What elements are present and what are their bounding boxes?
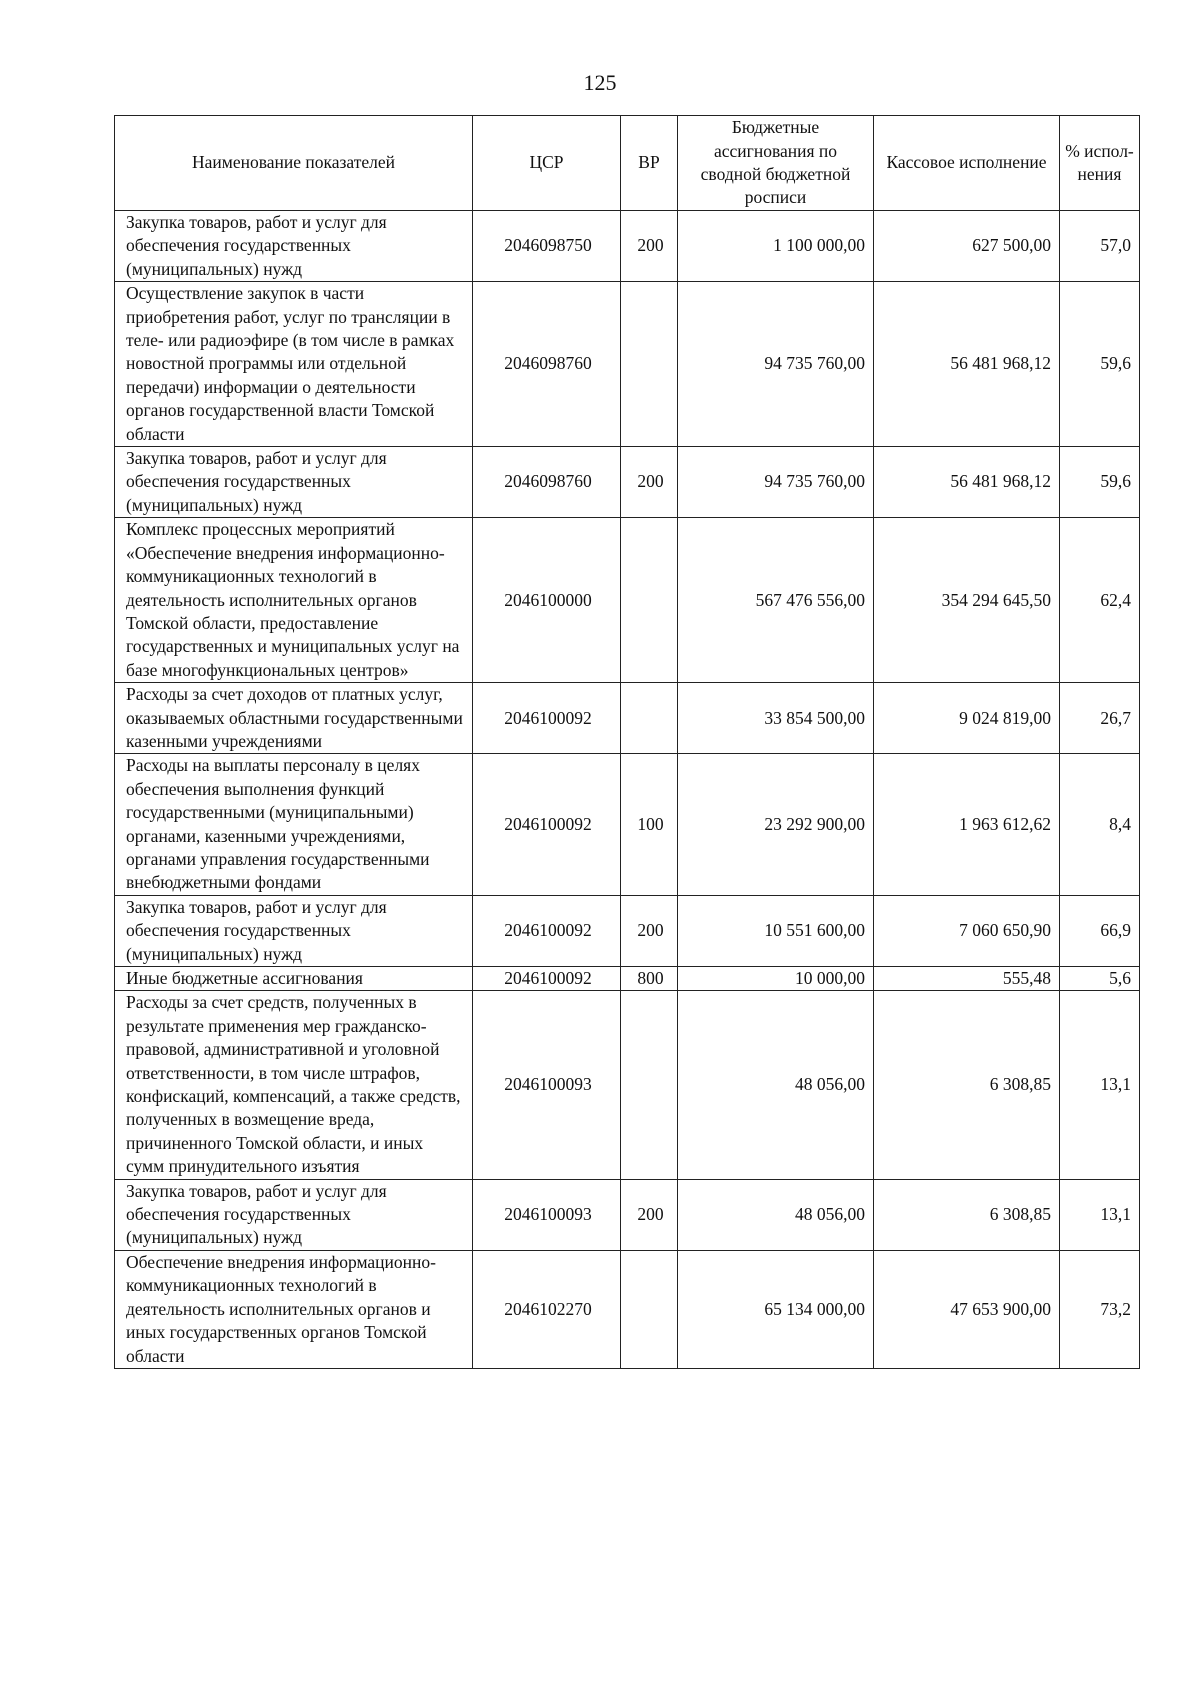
cell-cash: 627 500,00 — [874, 211, 1060, 282]
cell-allocations: 10 000,00 — [678, 967, 874, 991]
header-percent: % испол-нения — [1060, 116, 1140, 211]
cell-csr: 2046098750 — [473, 211, 621, 282]
cell-percent: 66,9 — [1060, 895, 1140, 966]
table-row — [115, 967, 1140, 991]
header-cash: Кассовое исполнение — [874, 116, 1060, 211]
cell-name: Осуществление закупок в части приобретения работ, услуг по трансляции в теле- или радиоэфире (в том числе в рамках новостной программы или отдельной передачи) информации о деятельности органов государственной власти Томской области — [115, 282, 473, 447]
cell-cash: 555,48 — [874, 967, 1060, 991]
table-header — [115, 116, 1140, 211]
cell-name: Расходы за счет доходов от платных услуг, оказываемых областными государственными казенными учреждениями — [115, 683, 473, 754]
cell-name: Комплекс процессных мероприятий «Обеспечение внедрения информационно-коммуникационных технологий в деятельность исполнительных органов Томской области, предоставление государственных и муниципальных услуг на базе многофункциональных центров» — [115, 518, 473, 683]
cell-name: Расходы на выплаты персоналу в целях обеспечения выполнения функций государственными (муниципальными) органами, казенными учреждениями, органами управления государственными внебюджетными фондами — [115, 754, 473, 895]
cell-allocations: 567 476 556,00 — [678, 518, 874, 683]
table-row — [115, 754, 1140, 895]
cell-cash: 56 481 968,12 — [874, 447, 1060, 518]
page-number: 125 — [583, 70, 617, 95]
table-row — [115, 282, 1140, 447]
cell-percent: 73,2 — [1060, 1250, 1140, 1368]
cell-csr: 2046100000 — [473, 518, 621, 683]
cell-csr: 2046100092 — [473, 754, 621, 895]
cell-percent: 13,1 — [1060, 1179, 1140, 1250]
cell-allocations: 33 854 500,00 — [678, 683, 874, 754]
cell-csr: 2046098760 — [473, 447, 621, 518]
cell-vr: 200 — [621, 447, 678, 518]
cell-name: Расходы за счет средств, полученных в результате применения мер гражданско-правовой, административной и уголовной ответственности, в том числе штрафов, конфискаций, компенсаций, а также средств, полученных в возмещение вреда, причиненного Томской области, и иных сумм принудительного изъятия — [115, 991, 473, 1179]
cell-allocations: 10 551 600,00 — [678, 895, 874, 966]
cell-allocations: 1 100 000,00 — [678, 211, 874, 282]
cell-allocations: 23 292 900,00 — [678, 754, 874, 895]
table-row — [115, 683, 1140, 754]
cell-vr: 800 — [621, 967, 678, 991]
cell-allocations: 48 056,00 — [678, 1179, 874, 1250]
cell-percent: 13,1 — [1060, 991, 1140, 1179]
cell-cash: 9 024 819,00 — [874, 683, 1060, 754]
cell-percent: 5,6 — [1060, 967, 1140, 991]
cell-vr — [621, 1250, 678, 1368]
header-csr: ЦСР — [473, 116, 621, 211]
cell-name: Закупка товаров, работ и услуг для обеспечения государственных (муниципальных) нужд — [115, 211, 473, 282]
table-row — [115, 518, 1140, 683]
cell-csr: 2046098760 — [473, 282, 621, 447]
cell-csr: 2046100093 — [473, 1179, 621, 1250]
cell-cash: 6 308,85 — [874, 991, 1060, 1179]
table-row — [115, 447, 1140, 518]
cell-percent: 59,6 — [1060, 282, 1140, 447]
cell-vr: 200 — [621, 895, 678, 966]
cell-csr: 2046100092 — [473, 683, 621, 754]
cell-name: Иные бюджетные ассигнования — [115, 967, 473, 991]
cell-allocations: 48 056,00 — [678, 991, 874, 1179]
cell-cash: 1 963 612,62 — [874, 754, 1060, 895]
cell-percent: 26,7 — [1060, 683, 1140, 754]
cell-csr: 2046100092 — [473, 895, 621, 966]
cell-cash: 354 294 645,50 — [874, 518, 1060, 683]
cell-allocations: 65 134 000,00 — [678, 1250, 874, 1368]
cell-vr — [621, 683, 678, 754]
cell-name: Закупка товаров, работ и услуг для обеспечения государственных (муниципальных) нужд — [115, 447, 473, 518]
cell-name: Закупка товаров, работ и услуг для обеспечения государственных (муниципальных) нужд — [115, 1179, 473, 1250]
table-row — [115, 895, 1140, 966]
cell-csr: 2046100093 — [473, 991, 621, 1179]
cell-csr: 2046102270 — [473, 1250, 621, 1368]
cell-vr — [621, 518, 678, 683]
budget-execution-table — [114, 115, 1140, 1369]
header-name: Наименование показателей — [115, 116, 473, 211]
cell-csr: 2046100092 — [473, 967, 621, 991]
cell-cash: 47 653 900,00 — [874, 1250, 1060, 1368]
cell-allocations: 94 735 760,00 — [678, 447, 874, 518]
cell-name: Закупка товаров, работ и услуг для обеспечения государственных (муниципальных) нужд — [115, 895, 473, 966]
cell-vr — [621, 991, 678, 1179]
cell-cash: 7 060 650,90 — [874, 895, 1060, 966]
header-vr: ВР — [621, 116, 678, 211]
cell-percent: 8,4 — [1060, 754, 1140, 895]
table-row — [115, 991, 1140, 1179]
cell-allocations: 94 735 760,00 — [678, 282, 874, 447]
cell-vr: 200 — [621, 211, 678, 282]
cell-cash: 6 308,85 — [874, 1179, 1060, 1250]
table-row — [115, 1179, 1140, 1250]
header-allocations: Бюджетные ассигнования по сводной бюджетной росписи — [678, 116, 874, 211]
cell-percent: 62,4 — [1060, 518, 1140, 683]
cell-vr: 200 — [621, 1179, 678, 1250]
cell-cash: 56 481 968,12 — [874, 282, 1060, 447]
header-row — [115, 116, 1140, 211]
cell-vr: 100 — [621, 754, 678, 895]
table-row — [115, 1250, 1140, 1368]
cell-name: Обеспечение внедрения информационно-коммуникационных технологий в деятельность исполнительных органов и иных государственных органов Томской области — [115, 1250, 473, 1368]
cell-percent: 57,0 — [1060, 211, 1140, 282]
table-body — [115, 211, 1140, 1369]
cell-percent: 59,6 — [1060, 447, 1140, 518]
table-row — [115, 211, 1140, 282]
cell-vr — [621, 282, 678, 447]
